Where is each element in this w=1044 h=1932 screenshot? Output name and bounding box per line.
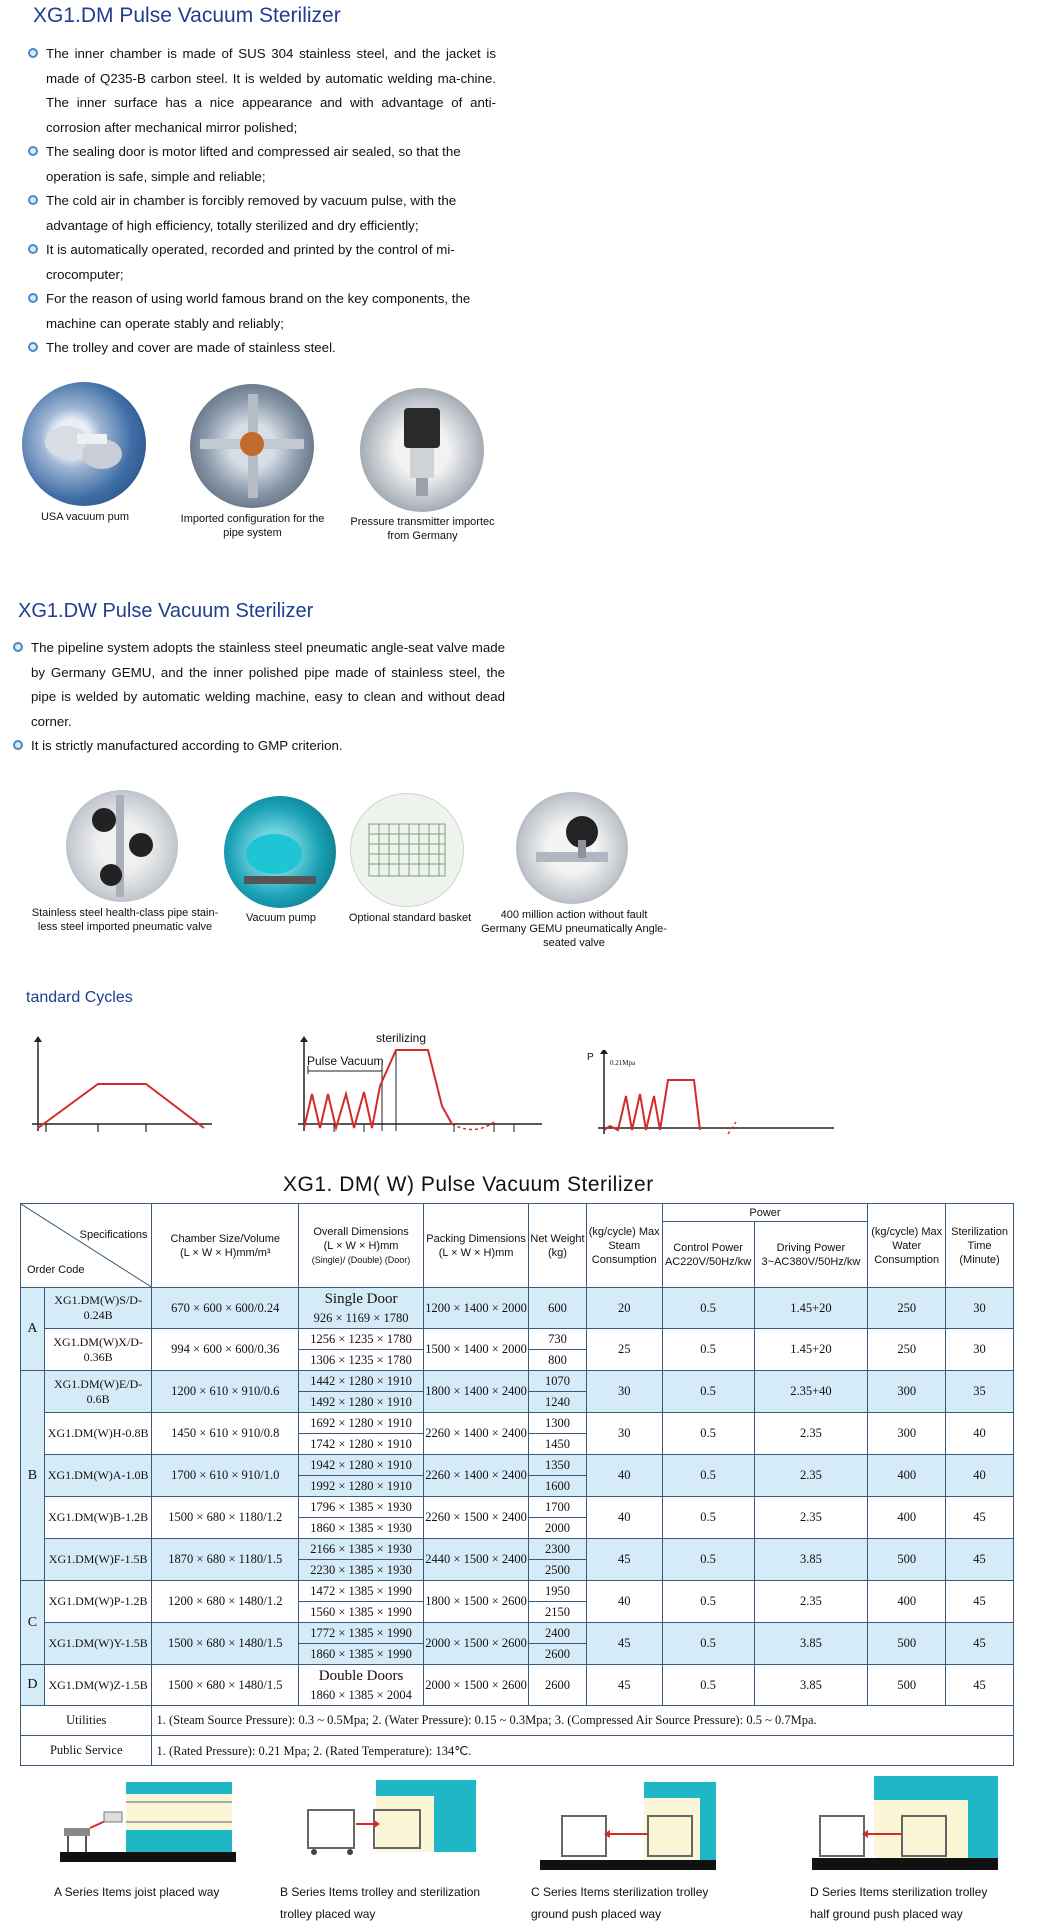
series-d-illustration xyxy=(812,1776,1002,1872)
water-cell: 500 xyxy=(868,1623,946,1665)
net-weight-header: Net Weight (kg) xyxy=(529,1204,587,1288)
table-row xyxy=(21,1497,1014,1539)
time-cell: 30 xyxy=(946,1329,1014,1371)
overall-cell-line: 1796 × 1385 × 1930 xyxy=(310,1500,412,1514)
weight-cell xyxy=(529,1665,587,1706)
vacuum-pump-photo-2 xyxy=(224,796,336,908)
time-header: Sterilization Time (Minute) xyxy=(946,1204,1014,1288)
overall-cell-line: 1306 × 1235 × 1780 xyxy=(299,1349,423,1370)
time-cell: 40 xyxy=(946,1413,1014,1455)
overall-cell-line: 1942 × 1280 × 1910 xyxy=(310,1458,412,1472)
steam-cell: 25 xyxy=(586,1329,662,1371)
weight-cell-line: 1450 xyxy=(529,1433,586,1454)
header-text: Overall Dimensions xyxy=(313,1225,409,1238)
time-cell: 40 xyxy=(946,1455,1014,1497)
list-item: The cold air in chamber is forcibly removed by vacuum pulse, with the advantage of high efficiency, totally sterilized and dry efficiently; xyxy=(26,189,496,238)
driving-power-cell: 3.85 xyxy=(754,1665,868,1706)
water-cell: 400 xyxy=(868,1455,946,1497)
control-power-cell: 0.5 xyxy=(662,1329,754,1371)
time-cell: 45 xyxy=(946,1497,1014,1539)
steam-cell: 40 xyxy=(586,1455,662,1497)
photo-caption: Optional standard basket xyxy=(348,912,472,924)
list-item: For the reason of using world famous brand on the key components, the machine can operate stably and reliably; xyxy=(26,287,496,336)
angle-seat-valve-photo xyxy=(516,792,628,904)
photo-caption: Vacuum pump xyxy=(245,912,317,924)
order-code-cell: XG1.DM(W)H-0.8B xyxy=(44,1413,152,1455)
overall-cell xyxy=(299,1288,424,1329)
dw-feature-list xyxy=(11,636,505,759)
overall-cell-line: 1256 × 1235 × 1780 xyxy=(310,1332,412,1346)
chamber-cell: 1450 × 610 × 910/0.8 xyxy=(152,1413,299,1455)
water-cell: 500 xyxy=(868,1665,946,1706)
driving-power-cell: 3.85 xyxy=(754,1623,868,1665)
chamber-cell: 670 × 600 × 600/0.24 xyxy=(152,1288,299,1329)
header-unit: (L × W × H)mm xyxy=(438,1246,514,1259)
driving-power-cell: 1.45+20 xyxy=(754,1329,868,1371)
weight-cell-line: 1300 xyxy=(544,1416,570,1430)
header-text: Packing Dimensions xyxy=(426,1232,526,1245)
weight-cell xyxy=(529,1497,587,1539)
control-power-cell: 0.5 xyxy=(662,1455,754,1497)
series-a-illustration xyxy=(60,1780,240,1872)
chamber-cell: 1200 × 680 × 1480/1.2 xyxy=(152,1581,299,1623)
overall-cell-line: 1860 × 1385 × 2004 xyxy=(310,1688,412,1702)
weight-cell-line: 2600 xyxy=(529,1643,586,1664)
table-row xyxy=(21,1413,1014,1455)
pressure-transmitter-photo xyxy=(360,388,484,512)
specifications-label: Specifications xyxy=(79,1229,148,1241)
order-code-cell: XG1.DM(W)S/D-0.24B xyxy=(44,1288,152,1329)
pressure-label: P xyxy=(587,1052,594,1063)
weight-cell xyxy=(529,1413,587,1455)
transmitter-illustration xyxy=(360,388,484,512)
sterilizing-label: sterilizing xyxy=(376,1031,427,1045)
water-cell: 250 xyxy=(868,1288,946,1329)
series-caption: D Series Items sterilization trolley half ground push placed way xyxy=(810,1885,988,1921)
overall-cell-line: 1772 × 1385 × 1990 xyxy=(310,1626,412,1640)
control-power-cell: 0.5 xyxy=(662,1288,754,1329)
order-code-cell: XG1.DM(W)Z-1.5B xyxy=(44,1665,152,1706)
chamber-cell: 994 × 600 × 600/0.36 xyxy=(152,1329,299,1371)
chamber-cell: 1870 × 680 × 1180/1.5 xyxy=(152,1539,299,1581)
weight-cell-line: 2500 xyxy=(529,1559,586,1580)
series-caption: A Series Items joist placed way xyxy=(54,1885,220,1899)
water-cell: 400 xyxy=(868,1497,946,1539)
order-code-cell: XG1.DM(W)P-1.2B xyxy=(44,1581,152,1623)
order-code-cell: XG1.DM(W)A-1.0B xyxy=(44,1455,152,1497)
weight-cell xyxy=(529,1581,587,1623)
group-label: D xyxy=(21,1665,45,1706)
control-power-cell: 0.5 xyxy=(662,1665,754,1706)
spec-table-body xyxy=(21,1288,1014,1706)
corner-header xyxy=(21,1204,152,1288)
basket-photo xyxy=(350,793,464,907)
control-power-cell: 0.5 xyxy=(662,1497,754,1539)
list-item: It is strictly manufactured according to GMP criterion. xyxy=(11,734,505,759)
overall-cell-line: 1742 × 1280 × 1910 xyxy=(299,1433,423,1454)
time-cell: 35 xyxy=(946,1371,1014,1413)
overall-cell-line: 1472 × 1385 × 1990 xyxy=(310,1584,412,1598)
overall-cell-line: 1492 × 1280 × 1910 xyxy=(299,1391,423,1412)
steam-cell: 20 xyxy=(586,1288,662,1329)
driving-power-cell: 2.35 xyxy=(754,1455,868,1497)
chamber-cell: 1500 × 680 × 1480/1.5 xyxy=(152,1623,299,1665)
weight-cell-line: 2300 xyxy=(544,1542,570,1556)
driving-power-cell: 2.35 xyxy=(754,1413,868,1455)
overall-cell-line: 926 × 1169 × 1780 xyxy=(313,1311,409,1325)
order-code-cell: XG1.DM(W)E/D-0.6B xyxy=(44,1371,152,1413)
order-code-cell: XG1.DM(W)X/D-0.36B xyxy=(44,1329,152,1371)
overall-cell-line: 2166 × 1385 × 1930 xyxy=(310,1542,412,1556)
packing-cell: 1200 × 1400 × 2000 xyxy=(423,1288,528,1329)
table-row xyxy=(21,1371,1014,1413)
time-cell: 45 xyxy=(946,1665,1014,1706)
header-sub: (Single)/ (Double) (Door) xyxy=(311,1254,411,1265)
overall-cell-line: 2230 × 1385 × 1930 xyxy=(299,1559,423,1580)
weight-cell-line: 600 xyxy=(548,1301,567,1315)
public-service-text: 1. (Rated Pressure): 0.21 Mpa; 2. (Rated Temperature): 134℃. xyxy=(152,1736,1014,1766)
overall-cell xyxy=(299,1539,424,1581)
table-row xyxy=(21,1581,1014,1623)
table-row xyxy=(21,1288,1014,1329)
pipe-system-photo xyxy=(190,384,314,508)
cycle-diagram-3 xyxy=(596,1050,836,1136)
control-power-cell: 0.5 xyxy=(662,1413,754,1455)
weight-cell xyxy=(529,1455,587,1497)
chamber-cell: 1700 × 610 × 910/1.0 xyxy=(152,1455,299,1497)
steam-cell: 45 xyxy=(586,1665,662,1706)
weight-cell-line: 1240 xyxy=(529,1391,586,1412)
table-title: XG1. DM( W) Pulse Vacuum Sterilizer xyxy=(283,1173,654,1196)
chamber-cell: 1500 × 680 × 1180/1.2 xyxy=(152,1497,299,1539)
chamber-cell: 1200 × 610 × 910/0.6 xyxy=(152,1371,299,1413)
pulse-vacuum-label: Pulse Vacuum xyxy=(307,1054,384,1068)
weight-cell-line: 2000 xyxy=(529,1517,586,1538)
photo-caption: USA vacuum pum xyxy=(40,511,130,523)
water-cell: 400 xyxy=(868,1581,946,1623)
overall-cell-line: Single Door xyxy=(324,1291,398,1307)
time-cell: 30 xyxy=(946,1288,1014,1329)
packing-cell: 2260 × 1400 × 2400 xyxy=(423,1413,528,1455)
weight-cell-line: 2400 xyxy=(544,1626,570,1640)
overall-header xyxy=(299,1204,424,1288)
time-cell: 45 xyxy=(946,1581,1014,1623)
table-row xyxy=(21,1329,1014,1371)
chamber-cell: 1500 × 680 × 1480/1.5 xyxy=(152,1665,299,1706)
packing-cell: 1800 × 1400 × 2400 xyxy=(423,1371,528,1413)
time-cell: 45 xyxy=(946,1623,1014,1665)
group-label: C xyxy=(21,1581,45,1665)
weight-cell-line: 2150 xyxy=(529,1601,586,1622)
overall-cell xyxy=(299,1455,424,1497)
packing-cell: 1500 × 1400 × 2000 xyxy=(423,1329,528,1371)
overall-cell-line: 1442 × 1280 × 1910 xyxy=(310,1374,412,1388)
header-unit: (L × W × H)mm/m³ xyxy=(179,1246,271,1259)
cycles-title: tandard Cycles xyxy=(26,989,133,1006)
order-code-cell: XG1.DM(W)B-1.2B xyxy=(44,1497,152,1539)
driving-power-cell: 2.35 xyxy=(754,1581,868,1623)
valve-illustration xyxy=(516,792,628,904)
packing-cell: 2000 × 1500 × 2600 xyxy=(423,1623,528,1665)
valve-illustration xyxy=(66,790,178,902)
utilities-label: Utilities xyxy=(21,1706,152,1736)
weight-cell xyxy=(529,1623,587,1665)
pump-illustration xyxy=(22,382,146,506)
dm-title: XG1.DM Pulse Vacuum Sterilizer xyxy=(33,4,341,27)
order-code-label: Order Code xyxy=(27,1264,85,1276)
overall-cell xyxy=(299,1329,424,1371)
steam-cell: 30 xyxy=(586,1371,662,1413)
series-caption: B Series Items trolley and sterilization trolley placed way xyxy=(280,1885,481,1921)
overall-cell xyxy=(299,1497,424,1539)
steam-cell: 45 xyxy=(586,1623,662,1665)
list-item: The pipeline system adopts the stainless steel pneumatic angle-seat valve made by Germany GEMU, and the inner polished pipe made of stainless steel, the pipe is welded by automatic welding machine, easy to clean and without dead corner. xyxy=(11,636,505,734)
order-code-cell: XG1.DM(W)F-1.5B xyxy=(44,1539,152,1581)
list-item: The sealing door is motor lifted and compressed air sealed, so that the operation is safe, simple and reliable; xyxy=(26,140,496,189)
control-power-cell: 0.5 xyxy=(662,1371,754,1413)
cycle-diagram-2 xyxy=(294,1036,544,1136)
group-label: A xyxy=(21,1288,45,1371)
photo-caption: Stainless steel health-class pipe stain-less steel imported pneumatic valve xyxy=(31,907,219,933)
photo-caption: Imported configuration for the pipe system xyxy=(180,513,325,539)
overall-cell-line: 1560 × 1385 × 1990 xyxy=(299,1601,423,1622)
steam-cell: 40 xyxy=(586,1497,662,1539)
table-row xyxy=(21,1665,1014,1706)
dw-title: XG1.DW Pulse Vacuum Sterilizer xyxy=(18,600,314,622)
weight-cell xyxy=(529,1329,587,1371)
pipe-valve-photo xyxy=(66,790,178,902)
steam-cell: 30 xyxy=(586,1413,662,1455)
steam-cell: 45 xyxy=(586,1539,662,1581)
weight-cell-line: 1350 xyxy=(544,1458,570,1472)
packing-header xyxy=(423,1204,528,1288)
driving-power-cell: 2.35 xyxy=(754,1497,868,1539)
overall-cell-line: 1692 × 1280 × 1910 xyxy=(310,1416,412,1430)
list-item: The inner chamber is made of SUS 304 stainless steel, and the jacket is made of Q235-B carbon steel. It is welded by automatic welding ma-chine. The inner surface has a nice appearance and with advantage of anti-corrosion after mechanical mirror polished; xyxy=(26,42,496,140)
series-caption: C Series Items sterilization trolley ground push placed way xyxy=(531,1885,709,1921)
order-code-cell: XG1.DM(W)Y-1.5B xyxy=(44,1623,152,1665)
driving-power-cell: 3.85 xyxy=(754,1539,868,1581)
basket-illustration xyxy=(351,794,463,906)
table-row xyxy=(21,1455,1014,1497)
packing-cell: 2260 × 1400 × 2400 xyxy=(423,1455,528,1497)
series-b-illustration xyxy=(300,1780,480,1872)
packing-cell: 1800 × 1500 × 2600 xyxy=(423,1581,528,1623)
driving-power-cell: 1.45+20 xyxy=(754,1288,868,1329)
weight-cell-line: 1600 xyxy=(529,1475,586,1496)
weight-cell-line: 2600 xyxy=(544,1678,570,1692)
water-cell: 300 xyxy=(868,1371,946,1413)
packing-cell: 2440 × 1500 × 2400 xyxy=(423,1539,528,1581)
time-cell: 45 xyxy=(946,1539,1014,1581)
weight-cell-line: 1700 xyxy=(544,1500,570,1514)
water-cell: 500 xyxy=(868,1539,946,1581)
packing-cell: 2000 × 1500 × 2600 xyxy=(423,1665,528,1706)
list-item: The trolley and cover are made of stainless steel. xyxy=(26,336,496,361)
cycle-diagram-1 xyxy=(26,1036,216,1136)
series-c-illustration xyxy=(540,1780,720,1872)
pump-illustration xyxy=(224,796,336,908)
control-power-cell: 0.5 xyxy=(662,1581,754,1623)
dm-feature-list xyxy=(26,42,496,361)
header-text: Chamber Size/Volume xyxy=(170,1232,280,1245)
driving-power-header: Driving Power 3~AC380V/50Hz/kw xyxy=(754,1222,868,1288)
spec-table xyxy=(20,1203,1014,1766)
pressure-value-label: 0.21Mpa xyxy=(610,1059,636,1067)
overall-cell xyxy=(299,1665,424,1706)
control-power-cell: 0.5 xyxy=(662,1539,754,1581)
list-item: It is automatically operated, recorded and printed by the control of mi-crocomputer; xyxy=(26,238,496,287)
public-service-label: Public Service xyxy=(21,1736,152,1766)
photo-caption: 400 million action without fault Germany GEMU pneumatically Angle-seated valve xyxy=(481,909,667,949)
overall-cell-line: 1860 × 1385 × 1990 xyxy=(299,1643,423,1664)
overall-cell-line: Double Doors xyxy=(318,1668,404,1684)
chamber-header xyxy=(152,1204,299,1288)
steam-cell: 40 xyxy=(586,1581,662,1623)
weight-cell-line: 730 xyxy=(548,1332,567,1346)
control-power-cell: 0.5 xyxy=(662,1623,754,1665)
weight-cell-line: 800 xyxy=(529,1349,586,1370)
utilities-text: 1. (Steam Source Pressure): 0.3 ~ 0.5Mpa; 2. (Water Pressure): 0.15 ~ 0.3Mpa; 3. (Compressed Air Source Pressure): 0.5 ~ 0.7Mpa. xyxy=(152,1706,1014,1736)
overall-cell-line: 1992 × 1280 × 1910 xyxy=(299,1475,423,1496)
weight-cell xyxy=(529,1371,587,1413)
water-header: (kg/cycle) Max Water Consumption xyxy=(868,1204,946,1288)
weight-cell xyxy=(529,1288,587,1329)
overall-cell xyxy=(299,1413,424,1455)
overall-cell-line: 1860 × 1385 × 1930 xyxy=(299,1517,423,1538)
packing-cell: 2260 × 1500 × 2400 xyxy=(423,1497,528,1539)
water-cell: 300 xyxy=(868,1413,946,1455)
control-power-header: Control Power AC220V/50Hz/kw xyxy=(662,1222,754,1288)
driving-power-cell: 2.35+40 xyxy=(754,1371,868,1413)
photo-caption: Pressure transmitter importec from Germany xyxy=(350,516,495,542)
pipe-illustration xyxy=(190,384,314,508)
weight-cell-line: 1950 xyxy=(544,1584,570,1598)
overall-cell xyxy=(299,1581,424,1623)
power-header: Power xyxy=(662,1204,868,1222)
vacuum-pump-photo xyxy=(22,382,146,506)
steam-header: (kg/cycle) Max Steam Consumption xyxy=(586,1204,662,1288)
table-row xyxy=(21,1623,1014,1665)
weight-cell-line: 1070 xyxy=(544,1374,570,1388)
group-label: B xyxy=(21,1371,45,1581)
weight-cell xyxy=(529,1539,587,1581)
water-cell: 250 xyxy=(868,1329,946,1371)
overall-cell xyxy=(299,1371,424,1413)
table-row xyxy=(21,1539,1014,1581)
header-unit: (L × W × H)mm xyxy=(323,1239,399,1252)
overall-cell xyxy=(299,1623,424,1665)
